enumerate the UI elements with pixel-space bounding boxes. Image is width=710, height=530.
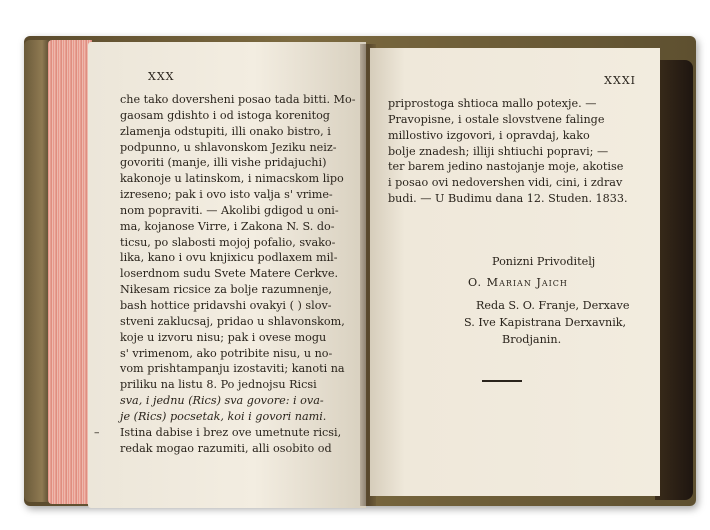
signature-order: Reda S. O. Franje, Derxave [476, 299, 630, 312]
left-page [88, 42, 366, 508]
text-line: s' vrimenom, ako potribite nisu, u no- [120, 346, 333, 360]
signature-province: S. Ive Kapistrana Derxavnik, [464, 316, 627, 329]
text-line: i posao ovi nedovershen vidi, cini, i zdrav [388, 176, 623, 190]
text-line: redak mogao razumiti, alli osobito od [120, 441, 332, 455]
text-line: sva, i jednu (Rics) sva govore: i ova- [120, 394, 324, 408]
right-page-number: XXXI [604, 74, 636, 87]
signature-title: Ponizni Privoditelj [492, 255, 596, 268]
text-line: ter barem jedino nastojanje moje, akotise [388, 160, 624, 174]
cover-edge-right [655, 60, 693, 500]
text-line: loserdnom sudu Svete Matere Cerkve. [120, 267, 339, 281]
text-line: govoriti (manje, illi vishe pridajuchi) [120, 156, 327, 170]
text-line: vom prishtampanju izostaviti; kanoti na [120, 362, 345, 376]
text-line: stveni zaklucsaj, pridao u shlavonskom, [120, 314, 345, 328]
right-page-text [388, 96, 650, 207]
text-line: podpunno, u shlavonskom Jeziku neiz- [120, 140, 337, 154]
text-line: bash hottice pridavshi ovakyi ( ) slov- [120, 298, 332, 312]
left-page-number: XXX [148, 70, 175, 83]
text-line: millostivo izgovori, i opravdaj, kako [388, 128, 590, 142]
text-line: Istina dabise i brez ove umetnute ricsi, [120, 425, 342, 439]
text-line: che tako doversheni posao tada bitti. Mo- [120, 93, 356, 106]
margin-mark: – [94, 426, 100, 439]
text-line: je (Rics) pocsetak, koi i govori nami. [120, 409, 327, 423]
text-line: priprostoga shtioca mallo potexje. — [388, 97, 597, 110]
left-page-text [120, 92, 360, 456]
text-line: budi. — U Budimu dana 12. Studen. 1833. [388, 192, 628, 206]
text-line: Nikesam ricsice za bolje razumnenje, [120, 283, 332, 297]
red-page-edges [48, 40, 92, 504]
text-line: izreseno; pak i ovo isto valja s' vrime- [120, 188, 333, 202]
text-line: koje u izvoru nisu; pak i ovese mogu [120, 330, 327, 344]
text-line: Pravopisne, i ostale slovstvene falinge [388, 112, 605, 126]
signature-origin: Brodjanin. [502, 333, 562, 346]
signature-name: O. Marian Jaich [468, 276, 568, 289]
right-page [370, 48, 660, 496]
text-line: zlamenja odstupiti, illi onako bistro, i [120, 124, 331, 138]
text-line: priliku na listu 8. Po jednojsu Ricsi [120, 378, 317, 392]
text-line: ma, kojanose Virre, i Zakona N. S. do- [120, 219, 335, 233]
text-line: ticsu, po slabosti mojoj pofalio, svako- [120, 235, 336, 249]
text-line: lika, kano i ovu knjixicu podlaxem mil- [120, 251, 338, 265]
closing-rule [482, 380, 522, 382]
text-line: gaosam gdishto i od istoga korenitog [120, 108, 330, 122]
text-line: nom popraviti. — Akolibi gdigod u oni- [120, 203, 339, 217]
text-line: kakonoje u latinskom, i nimacskom lipo [120, 172, 344, 186]
text-line: bolje znadesh; illiji shtiuchi popravi; — [388, 144, 609, 158]
